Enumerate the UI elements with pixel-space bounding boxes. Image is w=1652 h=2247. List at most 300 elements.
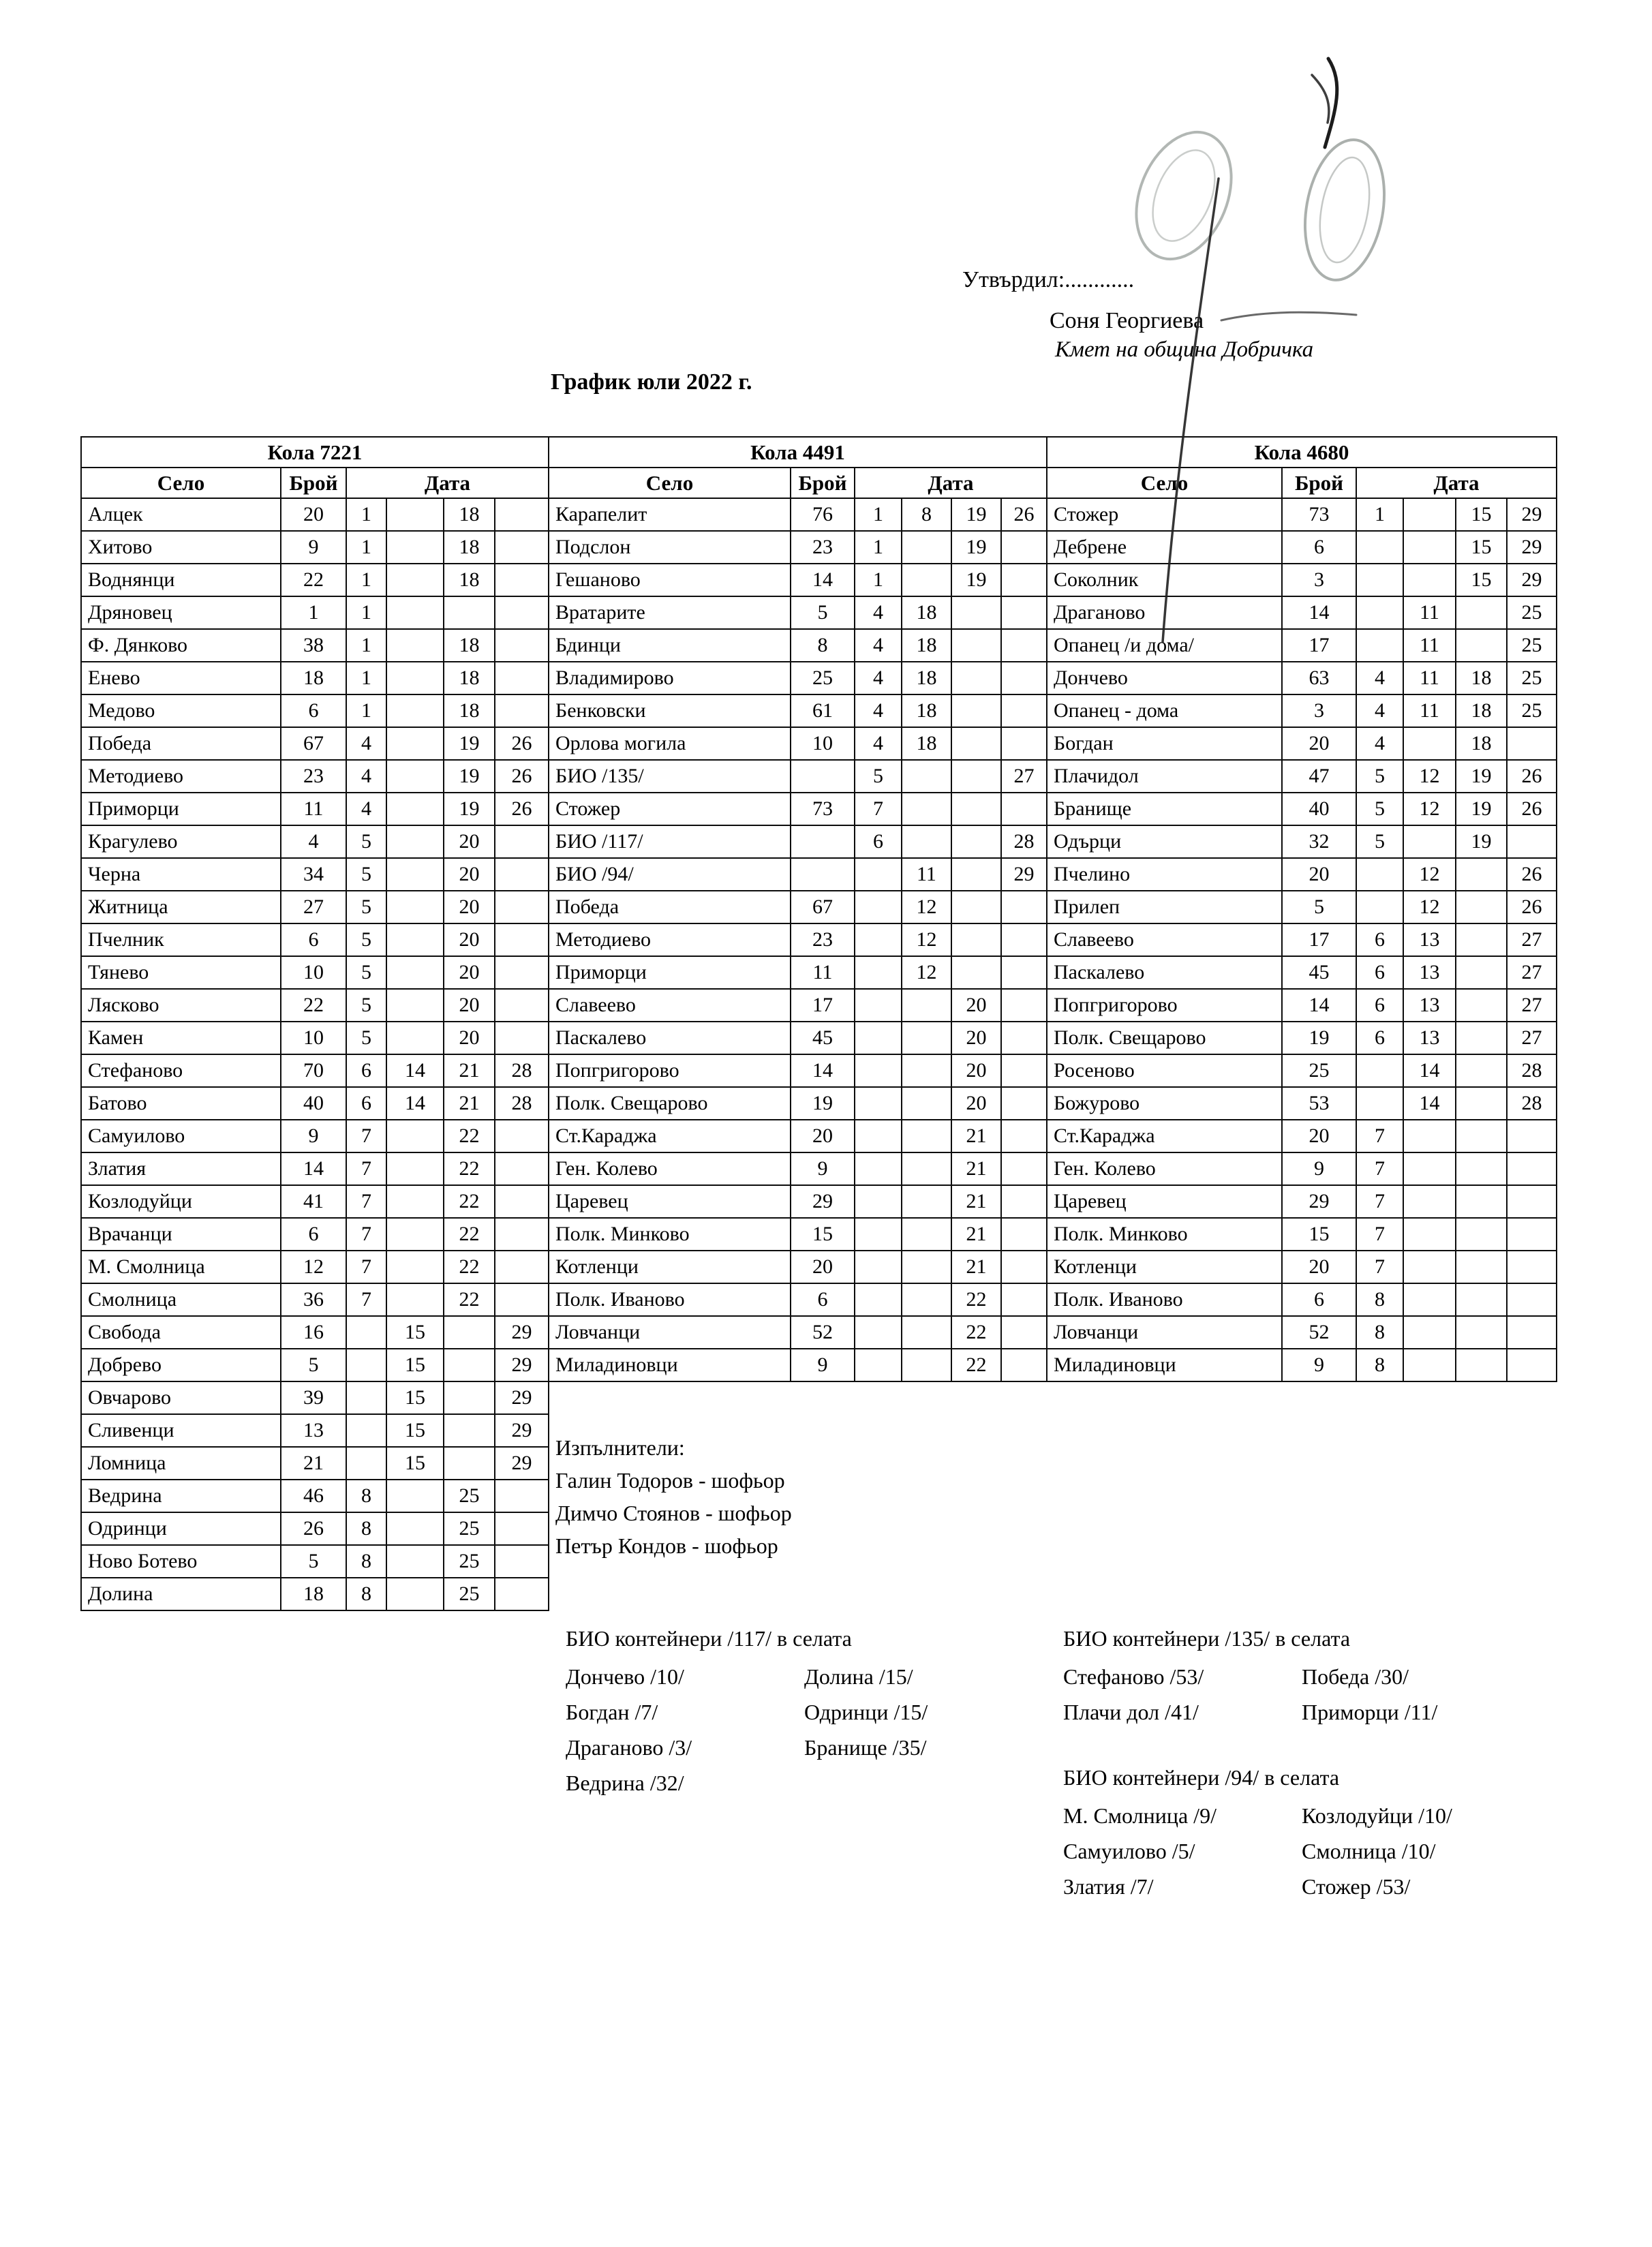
date-cell: 18 xyxy=(902,662,951,694)
table-row xyxy=(81,1218,549,1251)
village-cell: Царевец xyxy=(1047,1185,1282,1218)
date-cell xyxy=(1001,1087,1047,1120)
count-cell: 10 xyxy=(791,727,855,760)
date-cell xyxy=(1001,629,1047,662)
date-cell: 12 xyxy=(1403,858,1456,891)
date-cell: 7 xyxy=(346,1152,386,1185)
date-cell: 25 xyxy=(1507,694,1557,727)
date-cell: 14 xyxy=(386,1087,444,1120)
bio-village-item: Одринци /15/ xyxy=(804,1700,928,1724)
bio-containers-117-block xyxy=(566,1621,928,1801)
village-col-header: Село xyxy=(81,468,281,498)
date-cell xyxy=(495,629,549,662)
table-row xyxy=(81,1545,549,1578)
count-cell: 19 xyxy=(1282,1022,1356,1054)
date-cell xyxy=(346,1381,386,1414)
date-cell xyxy=(495,1512,549,1545)
date-cell: 7 xyxy=(1356,1218,1403,1251)
date-cell: 22 xyxy=(444,1251,495,1283)
village-cell: Стожер xyxy=(1047,498,1282,531)
date-cell xyxy=(386,825,444,858)
count-cell: 27 xyxy=(281,891,346,923)
count-cell: 8 xyxy=(791,629,855,662)
date-cell xyxy=(1403,1283,1456,1316)
count-cell: 67 xyxy=(791,891,855,923)
date-cell: 18 xyxy=(902,727,951,760)
date-cell: 7 xyxy=(855,793,902,825)
table-row xyxy=(549,498,1047,531)
date-cell xyxy=(495,1545,549,1578)
table-row xyxy=(1047,891,1557,923)
date-cell xyxy=(1001,793,1047,825)
table-row xyxy=(549,858,1047,891)
table-row xyxy=(81,564,549,596)
date-cell xyxy=(1001,956,1047,989)
date-cell xyxy=(495,956,549,989)
count-cell: 5 xyxy=(281,1349,346,1381)
table-row xyxy=(549,1087,1047,1120)
date-cell xyxy=(495,694,549,727)
date-cell: 29 xyxy=(1507,531,1557,564)
count-cell: 70 xyxy=(281,1054,346,1087)
date-cell xyxy=(1403,825,1456,858)
date-cell xyxy=(386,1251,444,1283)
date-cell: 25 xyxy=(444,1578,495,1610)
village-cell: Славеево xyxy=(549,989,791,1022)
date-cell: 21 xyxy=(951,1251,1001,1283)
date-cell xyxy=(951,662,1001,694)
count-cell: 20 xyxy=(1282,1120,1356,1152)
count-col-header: Брой xyxy=(1282,468,1356,498)
date-cell: 18 xyxy=(444,531,495,564)
village-cell: Тянево xyxy=(81,956,281,989)
date-cell xyxy=(386,1218,444,1251)
count-cell: 20 xyxy=(281,498,346,531)
date-cell: 19 xyxy=(444,727,495,760)
schedule-table-kola-4491 xyxy=(548,436,1047,1382)
date-cell xyxy=(495,662,549,694)
count-cell: 52 xyxy=(791,1316,855,1349)
date-cell: 19 xyxy=(951,498,1001,531)
count-cell xyxy=(791,858,855,891)
bio-135-title: БИО контейнери /135/ в селата xyxy=(1063,1626,1351,1651)
table-row xyxy=(549,923,1047,956)
date-cell: 4 xyxy=(1356,662,1403,694)
village-cell: Воднянци xyxy=(81,564,281,596)
date-cell xyxy=(902,1218,951,1251)
date-cell xyxy=(1001,1349,1047,1381)
date-cell: 12 xyxy=(902,923,951,956)
date-cell xyxy=(855,956,902,989)
count-cell: 20 xyxy=(1282,727,1356,760)
count-cell: 40 xyxy=(281,1087,346,1120)
date-cell: 4 xyxy=(855,629,902,662)
schedule-table-kola-7221 xyxy=(80,436,549,1611)
date-cell: 13 xyxy=(1403,1022,1456,1054)
date-cell xyxy=(346,1447,386,1480)
count-cell: 5 xyxy=(1282,891,1356,923)
village-cell: Дряновец xyxy=(81,596,281,629)
date-cell xyxy=(1507,1218,1557,1251)
date-cell: 12 xyxy=(902,891,951,923)
date-cell: 13 xyxy=(1403,923,1456,956)
bio-village-item: Стожер /53/ xyxy=(1302,1874,1411,1899)
date-cell xyxy=(386,1185,444,1218)
count-cell: 20 xyxy=(791,1120,855,1152)
date-cell: 15 xyxy=(1456,564,1507,596)
table-row xyxy=(81,1022,549,1054)
date-cell: 7 xyxy=(1356,1152,1403,1185)
signature-icon xyxy=(1221,312,1356,320)
date-cell: 22 xyxy=(951,1349,1001,1381)
date-cell xyxy=(495,498,549,531)
village-cell: Богдан xyxy=(1047,727,1282,760)
date-cell: 6 xyxy=(1356,956,1403,989)
village-cell: Бдинци xyxy=(549,629,791,662)
date-cell xyxy=(386,596,444,629)
date-cell: 28 xyxy=(1001,825,1047,858)
village-cell: Долина xyxy=(81,1578,281,1610)
bio-village-item: Драганово /3/ xyxy=(566,1735,692,1760)
date-cell: 25 xyxy=(444,1480,495,1512)
village-cell: Смолница xyxy=(81,1283,281,1316)
date-cell: 5 xyxy=(1356,760,1403,793)
table-row xyxy=(81,498,549,531)
date-cell xyxy=(1403,1349,1456,1381)
date-cell: 8 xyxy=(346,1480,386,1512)
table-row xyxy=(549,956,1047,989)
count-cell: 63 xyxy=(1282,662,1356,694)
table-row xyxy=(549,727,1047,760)
count-cell: 4 xyxy=(281,825,346,858)
bio-135-col1 xyxy=(1063,1659,1302,1730)
date-cell: 20 xyxy=(444,825,495,858)
date-cell: 4 xyxy=(346,727,386,760)
village-cell: Паскалево xyxy=(549,1022,791,1054)
count-cell: 6 xyxy=(281,1218,346,1251)
village-cell: Алцек xyxy=(81,498,281,531)
village-cell: Одринци xyxy=(81,1512,281,1545)
date-cell: 8 xyxy=(346,1578,386,1610)
table-row xyxy=(1047,1218,1557,1251)
bio-village-item: Смолница /10/ xyxy=(1302,1839,1436,1863)
village-cell: Пчелино xyxy=(1047,858,1282,891)
date-cell: 7 xyxy=(346,1283,386,1316)
village-cell: Дончево xyxy=(1047,662,1282,694)
date-cell: 8 xyxy=(902,498,951,531)
table-row xyxy=(1047,1185,1557,1218)
date-cell xyxy=(951,727,1001,760)
date-cell xyxy=(1403,1185,1456,1218)
date-cell: 1 xyxy=(855,564,902,596)
table-row xyxy=(81,858,549,891)
date-cell xyxy=(444,1316,495,1349)
date-cell: 1 xyxy=(346,498,386,531)
date-cell xyxy=(444,1349,495,1381)
count-cell: 5 xyxy=(281,1545,346,1578)
date-cell: 19 xyxy=(1456,825,1507,858)
count-cell: 6 xyxy=(791,1283,855,1316)
date-cell: 7 xyxy=(346,1120,386,1152)
date-cell xyxy=(902,564,951,596)
date-cell xyxy=(1507,1152,1557,1185)
date-cell xyxy=(1001,1054,1047,1087)
date-cell xyxy=(902,1349,951,1381)
village-cell: Плачидол xyxy=(1047,760,1282,793)
date-cell: 8 xyxy=(346,1512,386,1545)
date-cell: 22 xyxy=(444,1185,495,1218)
date-cell: 1 xyxy=(855,531,902,564)
count-cell: 36 xyxy=(281,1283,346,1316)
village-cell: М. Смолница xyxy=(81,1251,281,1283)
bio-containers-94-block xyxy=(1063,1760,1452,1904)
village-cell: Златия xyxy=(81,1152,281,1185)
village-cell: Полк. Иваново xyxy=(549,1283,791,1316)
date-cell xyxy=(1456,1283,1507,1316)
approver-name: Соня Георгиева xyxy=(1050,308,1204,333)
date-cell: 4 xyxy=(855,694,902,727)
date-cell: 28 xyxy=(495,1054,549,1087)
date-cell: 21 xyxy=(444,1054,495,1087)
date-cell xyxy=(386,858,444,891)
date-cell xyxy=(1356,1054,1403,1087)
count-cell: 20 xyxy=(1282,858,1356,891)
table-row xyxy=(1047,727,1557,760)
date-cell xyxy=(495,1578,549,1610)
date-cell xyxy=(386,662,444,694)
count-cell: 17 xyxy=(1282,923,1356,956)
count-cell: 38 xyxy=(281,629,346,662)
date-cell: 5 xyxy=(1356,825,1403,858)
table-row xyxy=(81,1316,549,1349)
date-cell: 14 xyxy=(1403,1087,1456,1120)
date-cell xyxy=(855,1185,902,1218)
table-row xyxy=(549,564,1047,596)
date-cell: 26 xyxy=(495,760,549,793)
table-row xyxy=(549,1120,1047,1152)
date-cell xyxy=(495,596,549,629)
date-cell xyxy=(902,531,951,564)
date-cell xyxy=(1456,1120,1507,1152)
date-cell xyxy=(951,596,1001,629)
schedule-tables xyxy=(80,436,1557,1611)
table-row xyxy=(81,1512,549,1545)
village-cell: Козлодуйци xyxy=(81,1185,281,1218)
count-cell: 32 xyxy=(1282,825,1356,858)
date-cell: 20 xyxy=(444,858,495,891)
date-cell: 15 xyxy=(386,1447,444,1480)
car-header: Кола 7221 xyxy=(81,437,549,468)
bio-village-item: М. Смолница /9/ xyxy=(1063,1803,1217,1828)
count-cell: 6 xyxy=(1282,531,1356,564)
date-cell xyxy=(1356,564,1403,596)
table-row xyxy=(549,1349,1047,1381)
date-cell: 20 xyxy=(951,1054,1001,1087)
count-cell: 23 xyxy=(791,531,855,564)
table-row xyxy=(1047,1152,1557,1185)
executor-item: Галин Тодоров - шофьор xyxy=(555,1468,785,1493)
date-cell xyxy=(1001,923,1047,956)
executor-item: Петър Кондов - шофьор xyxy=(555,1533,778,1558)
date-cell: 22 xyxy=(444,1120,495,1152)
date-cell: 25 xyxy=(444,1512,495,1545)
count-cell: 14 xyxy=(1282,596,1356,629)
count-cell: 11 xyxy=(791,956,855,989)
date-cell xyxy=(1507,1316,1557,1349)
count-cell: 9 xyxy=(281,531,346,564)
village-cell: Приморци xyxy=(549,956,791,989)
date-cell: 28 xyxy=(1507,1087,1557,1120)
date-cell: 5 xyxy=(1356,793,1403,825)
date-cell xyxy=(1456,1054,1507,1087)
village-cell: Гешаново xyxy=(549,564,791,596)
date-cell: 5 xyxy=(346,1022,386,1054)
date-cell xyxy=(1356,531,1403,564)
village-cell: Опанец - дома xyxy=(1047,694,1282,727)
count-cell: 46 xyxy=(281,1480,346,1512)
table-row xyxy=(549,793,1047,825)
count-cell: 23 xyxy=(281,760,346,793)
date-cell xyxy=(1001,694,1047,727)
date-cell xyxy=(951,891,1001,923)
date-cell: 5 xyxy=(346,956,386,989)
date-cell xyxy=(1001,989,1047,1022)
table-row xyxy=(81,1381,549,1414)
table-row xyxy=(549,1022,1047,1054)
date-cell: 5 xyxy=(346,858,386,891)
date-cell: 19 xyxy=(1456,760,1507,793)
table-row xyxy=(1047,596,1557,629)
date-cell: 27 xyxy=(1507,956,1557,989)
date-cell xyxy=(444,1381,495,1414)
date-cell: 27 xyxy=(1001,760,1047,793)
date-cell xyxy=(951,760,1001,793)
date-cell xyxy=(386,531,444,564)
village-cell: Соколник xyxy=(1047,564,1282,596)
date-cell: 21 xyxy=(444,1087,495,1120)
date-cell: 19 xyxy=(444,793,495,825)
date-cell: 22 xyxy=(444,1283,495,1316)
date-cell: 11 xyxy=(1403,694,1456,727)
date-cell xyxy=(1356,891,1403,923)
table-row xyxy=(549,760,1047,793)
date-cell: 29 xyxy=(495,1316,549,1349)
table-row xyxy=(1047,989,1557,1022)
village-cell: Хитово xyxy=(81,531,281,564)
date-cell xyxy=(1456,1022,1507,1054)
count-cell: 16 xyxy=(281,1316,346,1349)
date-cell: 4 xyxy=(346,793,386,825)
date-cell: 29 xyxy=(495,1349,549,1381)
bio-135-col2 xyxy=(1302,1659,1437,1730)
table-row xyxy=(1047,1251,1557,1283)
date-cell: 25 xyxy=(1507,596,1557,629)
date-cell: 12 xyxy=(1403,793,1456,825)
date-cell xyxy=(495,1480,549,1512)
date-cell: 18 xyxy=(902,694,951,727)
date-col-header: Дата xyxy=(855,468,1047,498)
village-cell: Попгригорово xyxy=(1047,989,1282,1022)
date-cell: 7 xyxy=(346,1218,386,1251)
date-cell xyxy=(855,1349,902,1381)
date-cell: 15 xyxy=(386,1349,444,1381)
date-cell xyxy=(386,629,444,662)
village-cell: Росеново xyxy=(1047,1054,1282,1087)
count-cell: 23 xyxy=(791,923,855,956)
date-cell: 18 xyxy=(444,498,495,531)
table-row xyxy=(549,662,1047,694)
village-cell: Вратарите xyxy=(549,596,791,629)
car-header: Кола 4680 xyxy=(1047,437,1557,468)
date-cell: 7 xyxy=(346,1251,386,1283)
village-cell: Камен xyxy=(81,1022,281,1054)
village-cell: Ген. Колево xyxy=(549,1152,791,1185)
table-row xyxy=(81,1087,549,1120)
table-row xyxy=(549,629,1047,662)
date-cell xyxy=(346,1316,386,1349)
date-cell: 1 xyxy=(346,629,386,662)
village-col-header: Село xyxy=(1047,468,1282,498)
village-cell: Ст.Караджа xyxy=(549,1120,791,1152)
count-cell: 21 xyxy=(281,1447,346,1480)
count-cell: 45 xyxy=(791,1022,855,1054)
date-cell xyxy=(495,1022,549,1054)
date-cell xyxy=(855,1152,902,1185)
date-cell: 20 xyxy=(951,1087,1001,1120)
date-cell xyxy=(1403,727,1456,760)
count-cell: 3 xyxy=(1282,694,1356,727)
date-cell: 8 xyxy=(346,1545,386,1578)
date-cell: 18 xyxy=(902,596,951,629)
village-cell: Драганово xyxy=(1047,596,1282,629)
table-row xyxy=(1047,1349,1557,1381)
date-cell xyxy=(1456,1087,1507,1120)
date-cell: 27 xyxy=(1507,923,1557,956)
village-cell: Врачанци xyxy=(81,1218,281,1251)
date-cell: 15 xyxy=(386,1414,444,1447)
date-cell xyxy=(902,825,951,858)
date-cell xyxy=(386,956,444,989)
date-cell: 19 xyxy=(1456,793,1507,825)
date-cell xyxy=(902,760,951,793)
table-row xyxy=(81,727,549,760)
date-cell xyxy=(1403,1152,1456,1185)
date-cell xyxy=(386,793,444,825)
car-header: Кола 4491 xyxy=(549,437,1047,468)
date-cell xyxy=(1456,1185,1507,1218)
date-cell xyxy=(495,1152,549,1185)
date-cell xyxy=(386,1022,444,1054)
village-cell: Методиево xyxy=(549,923,791,956)
date-cell xyxy=(1403,564,1456,596)
date-cell xyxy=(855,1087,902,1120)
date-cell: 1 xyxy=(855,498,902,531)
table-row xyxy=(1047,694,1557,727)
page-title: График юли 2022 г. xyxy=(551,369,752,395)
date-cell xyxy=(855,1316,902,1349)
village-cell: Дебрене xyxy=(1047,531,1282,564)
date-cell: 20 xyxy=(444,956,495,989)
table-row xyxy=(549,1218,1047,1251)
date-cell xyxy=(495,989,549,1022)
table-row xyxy=(1047,1022,1557,1054)
date-cell xyxy=(386,1283,444,1316)
bio-117-col1 xyxy=(566,1659,804,1801)
date-col-header: Дата xyxy=(346,468,549,498)
date-cell: 25 xyxy=(1507,662,1557,694)
count-cell: 22 xyxy=(281,564,346,596)
village-cell: Ст.Караджа xyxy=(1047,1120,1282,1152)
